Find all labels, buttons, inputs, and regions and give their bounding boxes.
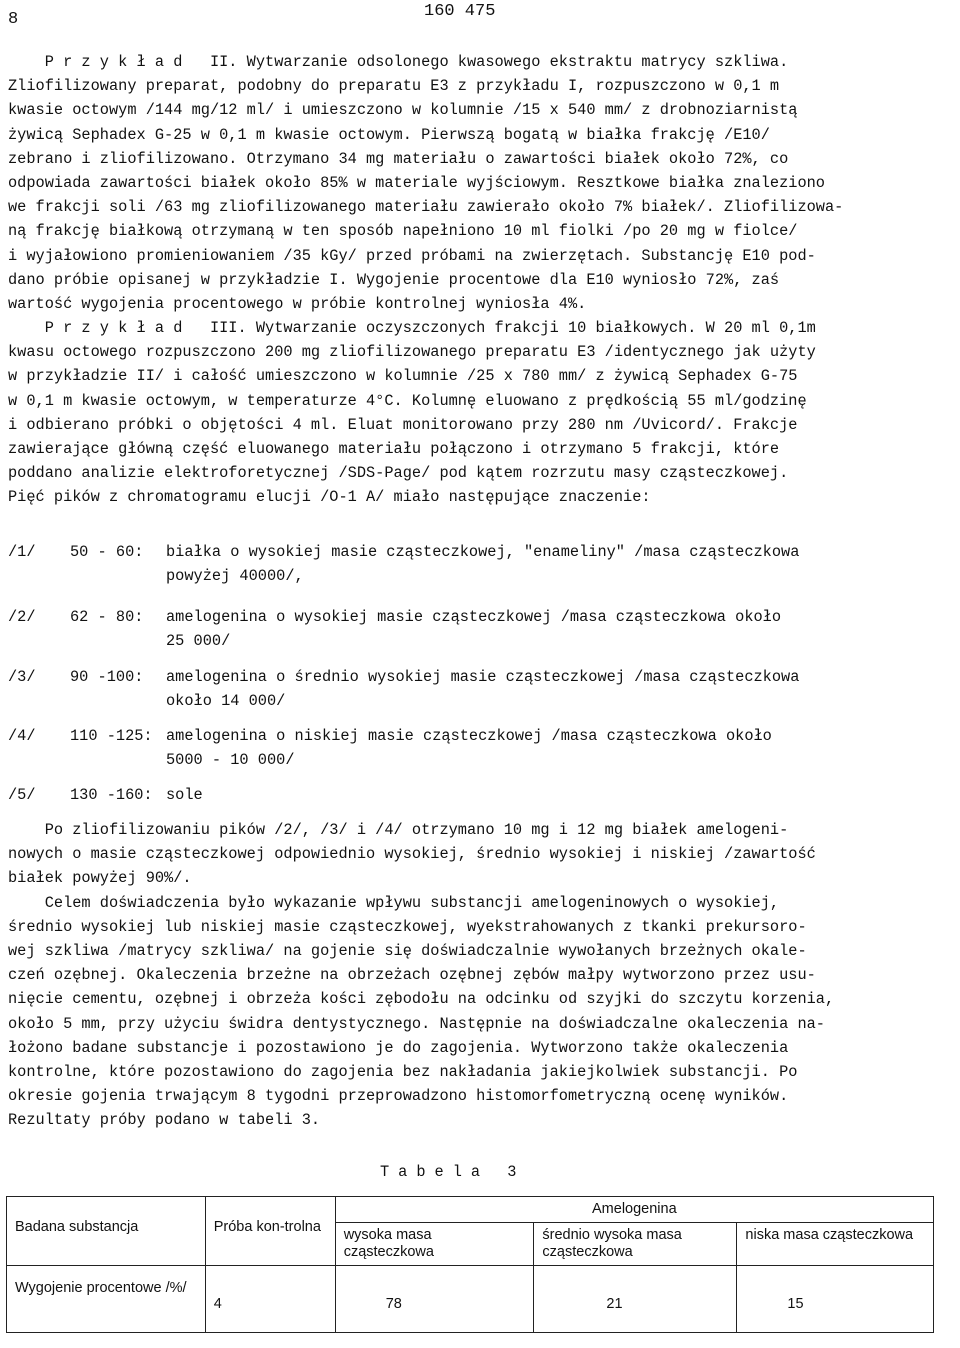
cell-mid: 21 <box>534 1266 737 1333</box>
peak-number: /2/ <box>8 608 36 626</box>
peak-range: 50 - 60: <box>70 543 144 561</box>
body-line: zebrano i zliofilizowano. Otrzymano 34 mg materiału o zawartości białek około 72%, co <box>8 149 789 168</box>
row-label: Wygojenie procentowe /%/ <box>7 1266 206 1333</box>
peak-description-line: sole <box>166 786 203 804</box>
peak-description-line: 5000 - 10 000/ <box>166 751 295 770</box>
peak-number: /1/ <box>8 543 36 561</box>
cell-control: 4 <box>205 1266 335 1333</box>
body-line: i wyjałowiono promieniowaniem /35 kGy/ przed próbami na zwierzętach. Substancję E10 pod- <box>8 246 816 265</box>
tail-line: okresie gojenia trwającym 8 tygodni przeprowadzono histomorfometryczną ocenę wyników. <box>8 1087 789 1106</box>
body-line: w 0,1 m kwasie octowym, w temperaturze 4°C. Kolumnę eluowano z prędkością 55 ml/godzinę <box>8 391 807 410</box>
table-title: Tabela 3 <box>380 1163 526 1181</box>
peak-description <box>166 540 799 588</box>
peak-description-line: powyżej 40000/, <box>166 567 304 586</box>
peak-description <box>166 783 203 807</box>
header-control: Próba kon-trolna <box>205 1197 335 1266</box>
body-text <box>8 50 948 510</box>
peak-description <box>166 605 781 653</box>
table-header-row <box>7 1197 934 1223</box>
peak-range: 110 -125: <box>70 727 153 745</box>
tail-line: średnio wysokiej lub niskiej masie cząsteczkowej, wyekstrahowanych z tkanki prekursoro- <box>8 917 807 936</box>
page-number: 8 <box>8 10 19 29</box>
peak-description-line: amelogenina o średnio wysokiej masie cząsteczkowej /masa cząsteczkowa <box>166 668 800 686</box>
body-line: w przykładzie II/ i całość umieszczono w kolumnie /25 x 780 mm/ z żywicą Sephadex G-75 <box>8 367 798 386</box>
peak-description <box>166 665 799 713</box>
header-mid-mass: średnio wysoka masa cząsteczkowa <box>534 1223 737 1266</box>
tail-line: łożono badane substancje i pozostawiono je do zagojenia. Wytworzono także okaleczenia <box>8 1038 789 1057</box>
body-line: kwasie octowym /144 mg/12 ml/ i umieszczono w kolumnie /15 x 540 mm/ z drobnoziarnistą <box>8 101 798 120</box>
peak-range: 62 - 80: <box>70 608 144 626</box>
tail-line: nowych o masie cząsteczkowej odpowiednio wysokiej, średnio wysokiej i niskiej /zawartość <box>8 845 816 864</box>
peak-description-line: amelogenina o niskiej masie cząsteczkowej /masa cząsteczkowa około <box>166 727 772 745</box>
tail-line: kontrolne, które pozostawiono do zagojenia bez nakładania jakiejkolwiek substancji. Po <box>8 1062 798 1081</box>
body-line: P r z y k ł a d III. Wytwarzanie oczyszczonych frakcji 10 białkowych. W 20 ml 0,1m <box>8 319 816 338</box>
body-line: wartość wygojenia procentowego w próbie kontrolnej wyniosła 4%. <box>8 294 587 313</box>
peak-description-line: około 14 000/ <box>166 692 286 711</box>
body-line: zawierające główną część eluowanego materiału połączono i otrzymano 5 frakcji, które <box>8 440 780 458</box>
body-line: we frakcji soli /63 mg zliofilizowanego materiału zawierało około 7% białek/. Zliofilizowa- <box>8 198 844 217</box>
peak-number: /4/ <box>8 727 36 745</box>
conclusion-text <box>8 818 948 1132</box>
peak-description-line: amelogenina o wysokiej masie cząsteczkowej /masa cząsteczkowa około <box>166 608 782 626</box>
body-line: poddano analizie elektroforetycznej /SDS-Page/ pod kątem rozrzutu masy cząsteczkowej. <box>8 464 789 483</box>
cell-low: 15 <box>737 1266 934 1333</box>
body-line: odpowiada zawartości białek około 85% w materiale wyjściowym. Resztkowe białka znaleziono <box>8 173 825 192</box>
body-line: dano próbie opisanej w przykładzie I. Wygojenie procentowe dla E10 wyniosło 72%, zaś <box>8 270 780 289</box>
cell-high: 78 <box>335 1266 534 1333</box>
tail-line: Po zliofilizowaniu pików /2/, /3/ i /4/ otrzymano 10 mg i 12 mg białek amelogeni- <box>8 821 789 839</box>
body-line: ną frakcję białkową otrzymaną w ten sposób napełniono 10 ml fiolki /po 20 mg w fiolce/ <box>8 222 798 241</box>
tail-line: białek powyżej 90%/. <box>8 869 192 888</box>
peak-description <box>166 724 772 772</box>
header-low-mass: niska masa cząsteczkowa <box>737 1223 934 1266</box>
header-amelogenin: Amelogenina <box>335 1197 933 1223</box>
table-row <box>7 1266 934 1333</box>
body-line: kwasu octowego rozpuszczono 200 mg zliofilizowanego preparatu E3 /identycznego jak użyty <box>8 343 816 362</box>
peak-description-line: 25 000/ <box>166 632 231 651</box>
body-line: i odbierano próbki o objętości 4 ml. Eluat monitorowano przy 280 nm /Uvicord/. Frakcje <box>8 415 798 434</box>
tail-line: około 5 mm, przy użyciu świdra dentystycznego. Następnie na doświadczalne okaleczenia na- <box>8 1014 825 1033</box>
peak-range: 90 -100: <box>70 668 144 686</box>
body-line: Zliofilizowany preparat, podobny do preparatu E3 z przykładu I, rozpuszczono w 0,1 m <box>8 77 780 96</box>
tail-line: Celem doświadczenia było wykazanie wpływu substancji amelogeninowych o wysokiej, <box>8 893 780 912</box>
peak-number: /3/ <box>8 668 36 686</box>
peak-description-line: białka o wysokiej masie cząsteczkowej, "enameliny" /masa cząsteczkowa <box>166 543 800 561</box>
tail-line: czeń ozębnej. Okaleczenia brzeżne na obrzeżach ozębnej zębów małpy wytworzono przez usu- <box>8 966 816 985</box>
body-line: żywicą Sephadex G-25 w 0,1 m kwasie octowym. Pierwszą bogatą w białka frakcję /E10/ <box>8 125 770 144</box>
body-line: Pięć pików z chromatogramu elucji /O-1 A/ miało następujące znaczenie: <box>8 488 651 507</box>
results-table <box>6 1196 934 1333</box>
tail-line: Rezultaty próby podano w tabeli 3. <box>8 1111 321 1130</box>
peak-range: 130 -160: <box>70 786 153 804</box>
peak-number: /5/ <box>8 786 36 804</box>
tail-line: wej szkliwa /matrycy szkliwa/ na gojenie się doświadczalnie wywołanych brzeżnych okale- <box>8 941 807 960</box>
header-substance: Badana substancja <box>7 1197 206 1266</box>
patent-number: 160 475 <box>424 2 496 21</box>
header-high-mass: wysoka masa cząsteczkowa <box>335 1223 534 1266</box>
tail-line: nięcie cementu, ozębnej i obrzeża kości zębodołu na odcinku od szyjki do szczytu korzenia, <box>8 990 835 1009</box>
body-line: P r z y k ł a d II. Wytwarzanie odsolonego kwasowego ekstraktu matrycy szkliwa. <box>8 53 789 71</box>
